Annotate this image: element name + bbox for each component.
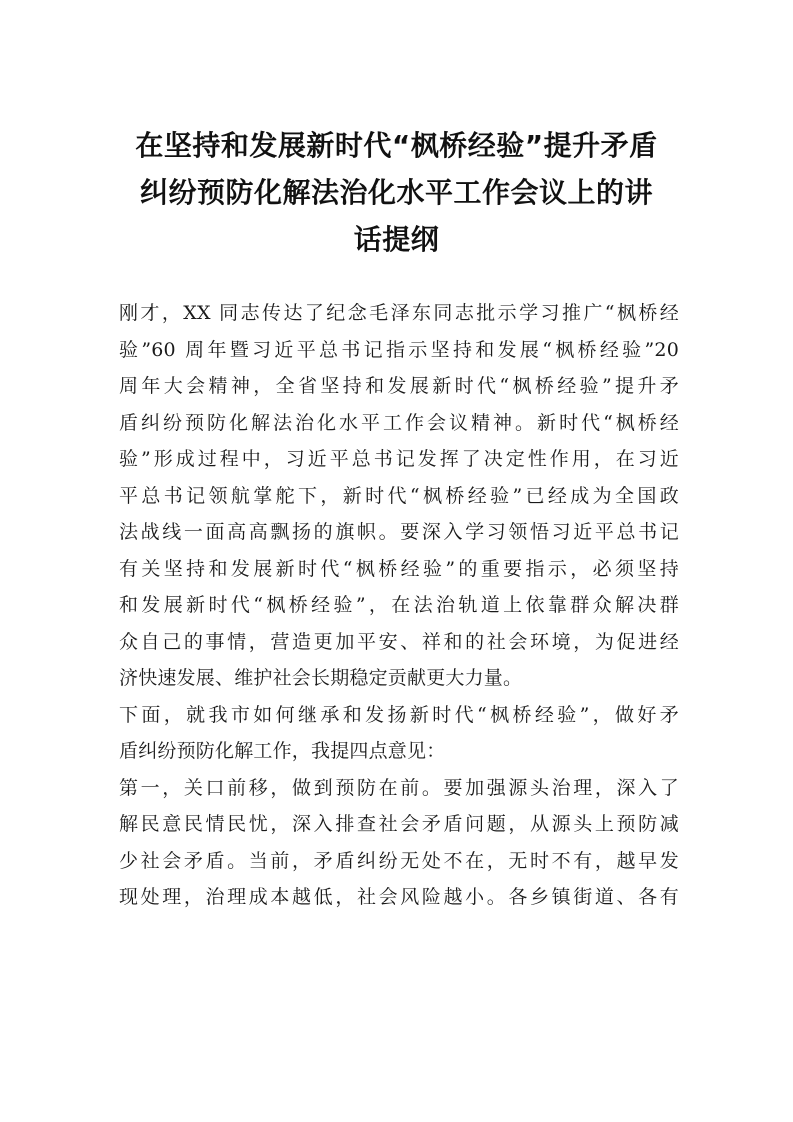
text-line: 下面，就我市如何继承和发扬新时代“枫桥经验”，做好矛 bbox=[119, 703, 679, 726]
title-line: 话提纲 bbox=[353, 223, 440, 256]
text-line: 验”60 周年暨习近平总书记指示坚持和发展“枫桥经验”20 bbox=[119, 338, 679, 361]
paragraph-point-one bbox=[119, 770, 679, 916]
text-line: 众自己的事情，营造更加平安、祥和的社会环境，为促进经 bbox=[119, 630, 679, 653]
text-line: 少社会矛盾。当前，矛盾纠纷无处不在，无时不有，越早发 bbox=[119, 849, 679, 872]
paragraph-opening bbox=[119, 295, 679, 697]
text-line: 盾纠纷预防化解法治化水平工作会议精神。新时代“枫桥经 bbox=[119, 411, 679, 434]
title-line: 纠纷预防化解法治化水平工作会议上的讲 bbox=[139, 176, 653, 209]
title-line: 在坚持和发展新时代“枫桥经验”提升矛盾 bbox=[135, 129, 658, 162]
text-line: 济快速发展、维护社会长期稳定贡献更大力量。 bbox=[119, 667, 523, 689]
text-line: 第一，关口前移，做到预防在前。要加强源头治理，深入了 bbox=[119, 776, 679, 799]
text-line: 验”形成过程中，习近平总书记发挥了决定性作用，在习近 bbox=[119, 448, 679, 470]
text-line: 法战线一面高高飘扬的旗帜。要深入学习领悟习近平总书记 bbox=[119, 521, 679, 543]
text-line: 平总书记领航掌舵下，新时代“枫桥经验”已经成为全国政 bbox=[119, 484, 679, 507]
text-line: 盾纠纷预防化解工作，我提四点意见： bbox=[119, 740, 446, 762]
text-line: 有关坚持和发展新时代“枫桥经验”的重要指示，必须坚持 bbox=[119, 557, 679, 580]
text-line: 刚才，XX 同志传达了纪念毛泽东同志批示学习推广“枫桥经 bbox=[119, 302, 679, 324]
text-line: 和发展新时代“枫桥经验”，在法治轨道上依靠群众解决群 bbox=[119, 594, 679, 616]
text-line: 现处理，治理成本越低，社会风险越小。各乡镇街道、各有 bbox=[119, 886, 679, 908]
text-line: 解民意民情民忧，深入排查社会矛盾问题，从源头上预防减 bbox=[119, 813, 679, 835]
text-line: 周年大会精神，全省坚持和发展新时代“枫桥经验”提升矛 bbox=[119, 375, 679, 397]
document-body bbox=[119, 295, 679, 916]
paragraph-intro bbox=[119, 697, 679, 770]
document-title bbox=[110, 122, 683, 263]
